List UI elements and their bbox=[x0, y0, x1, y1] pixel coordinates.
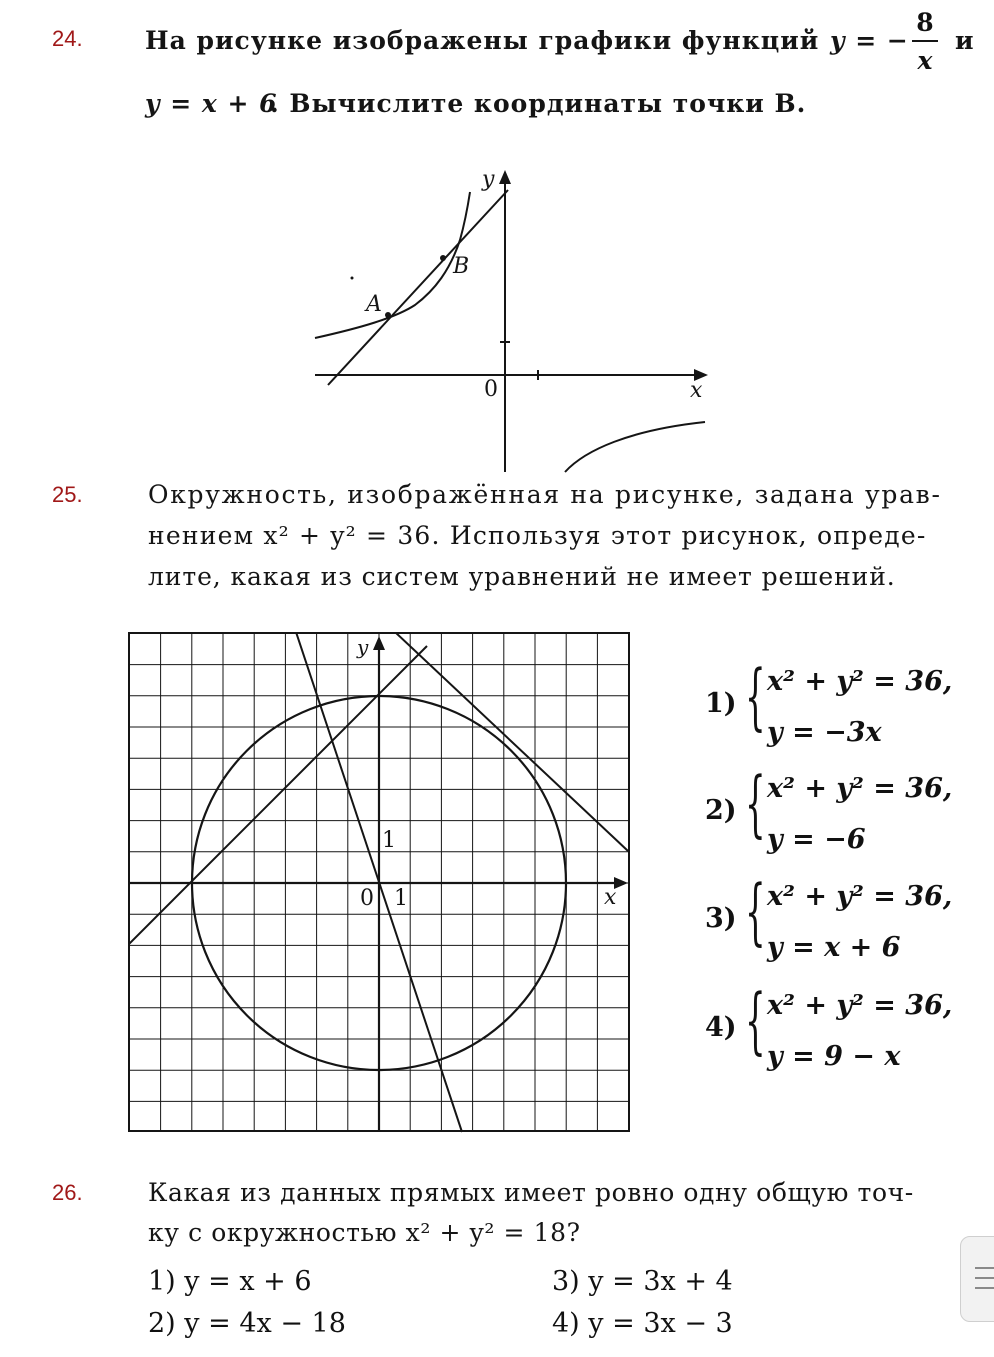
system-4-eq2: y = 9 − x bbox=[767, 1041, 901, 1072]
line-y-x-plus-6 bbox=[328, 190, 508, 385]
label-B: B bbox=[453, 254, 470, 279]
hyperbola-line-graph bbox=[300, 160, 740, 475]
problem-number-25: 25. bbox=[52, 482, 83, 507]
problem-number-24: 24. bbox=[52, 26, 83, 51]
y-axis-arrow bbox=[373, 636, 385, 650]
label-y: y bbox=[357, 635, 369, 659]
label-origin: 0 bbox=[484, 377, 498, 402]
stray-dot bbox=[351, 277, 354, 280]
problem-25-line-2: нением x² + y² = 36. Используя этот рисунок, опреде- bbox=[148, 521, 927, 550]
system-4-label: 4) bbox=[705, 1012, 737, 1043]
label-one-y: 1 bbox=[382, 828, 396, 853]
y-axis-arrow bbox=[499, 170, 511, 184]
label-x: x bbox=[690, 378, 703, 403]
label-A: A bbox=[366, 292, 382, 317]
brace-icon: { bbox=[745, 978, 766, 1062]
brace-icon: { bbox=[745, 869, 766, 953]
problem-24-line-2-eq: y = x + 6 bbox=[145, 89, 278, 118]
system-4-eq1: x² + y² = 36, bbox=[767, 990, 953, 1021]
system-3-eq1: x² + y² = 36, bbox=[767, 881, 953, 912]
problem-number-26: 26. bbox=[52, 1180, 83, 1205]
problem-25-line-1: Окружность, изображённая на рисунке, задана урав- bbox=[148, 480, 942, 509]
label-origin: 0 bbox=[360, 886, 374, 911]
system-1-eq1: x² + y² = 36, bbox=[767, 666, 953, 697]
line-y-x-plus-6 bbox=[128, 646, 427, 945]
hyperbola-branch-right bbox=[565, 422, 705, 472]
problem-26-line-2: ку с окружностью x² + y² = 18? bbox=[148, 1218, 581, 1247]
hyperbola-branch-left bbox=[315, 192, 470, 338]
system-3-eq2: y = x + 6 bbox=[767, 932, 901, 963]
label-one-x: 1 bbox=[394, 886, 408, 911]
system-2-eq2: y = −6 bbox=[767, 824, 866, 855]
fraction-denominator: x bbox=[917, 46, 933, 75]
circle-grid-graph bbox=[128, 632, 632, 1134]
label-y: y bbox=[482, 167, 495, 192]
answer-option-2: 2) y = 4x − 18 bbox=[148, 1308, 346, 1339]
point-B bbox=[440, 255, 446, 261]
problem-24-and: и bbox=[955, 26, 975, 55]
system-3-label: 3) bbox=[705, 903, 737, 934]
label-x: x bbox=[604, 885, 617, 910]
fraction-numerator: 8 bbox=[916, 8, 934, 37]
brace-icon: { bbox=[745, 654, 766, 738]
fraction-bar bbox=[912, 40, 938, 42]
problem-25-line-3: лите, какая из систем уравнений не имеет решений. bbox=[148, 562, 896, 591]
brace-icon: { bbox=[745, 761, 766, 845]
system-2-label: 2) bbox=[705, 795, 737, 826]
answer-option-3: 3) y = 3x + 4 bbox=[552, 1266, 733, 1297]
system-2-eq1: x² + y² = 36, bbox=[767, 773, 953, 804]
answer-option-4: 4) y = 3x − 3 bbox=[552, 1308, 733, 1339]
system-1-label: 1) bbox=[705, 688, 737, 719]
scroll-handle[interactable] bbox=[960, 1236, 994, 1322]
system-1-eq2: y = −3x bbox=[767, 717, 882, 748]
problem-24-line-1: На рисунке изображены графики функций bbox=[145, 26, 820, 55]
problem-26-line-1: Какая из данных прямых имеет ровно одну общую точ- bbox=[148, 1178, 914, 1207]
answer-option-1: 1) y = x + 6 bbox=[148, 1266, 312, 1297]
problem-24-y-eq: y = − bbox=[830, 26, 909, 55]
point-A bbox=[385, 312, 391, 318]
problem-24-line-2-rest: . Вычислите координаты точки B. bbox=[270, 89, 807, 118]
